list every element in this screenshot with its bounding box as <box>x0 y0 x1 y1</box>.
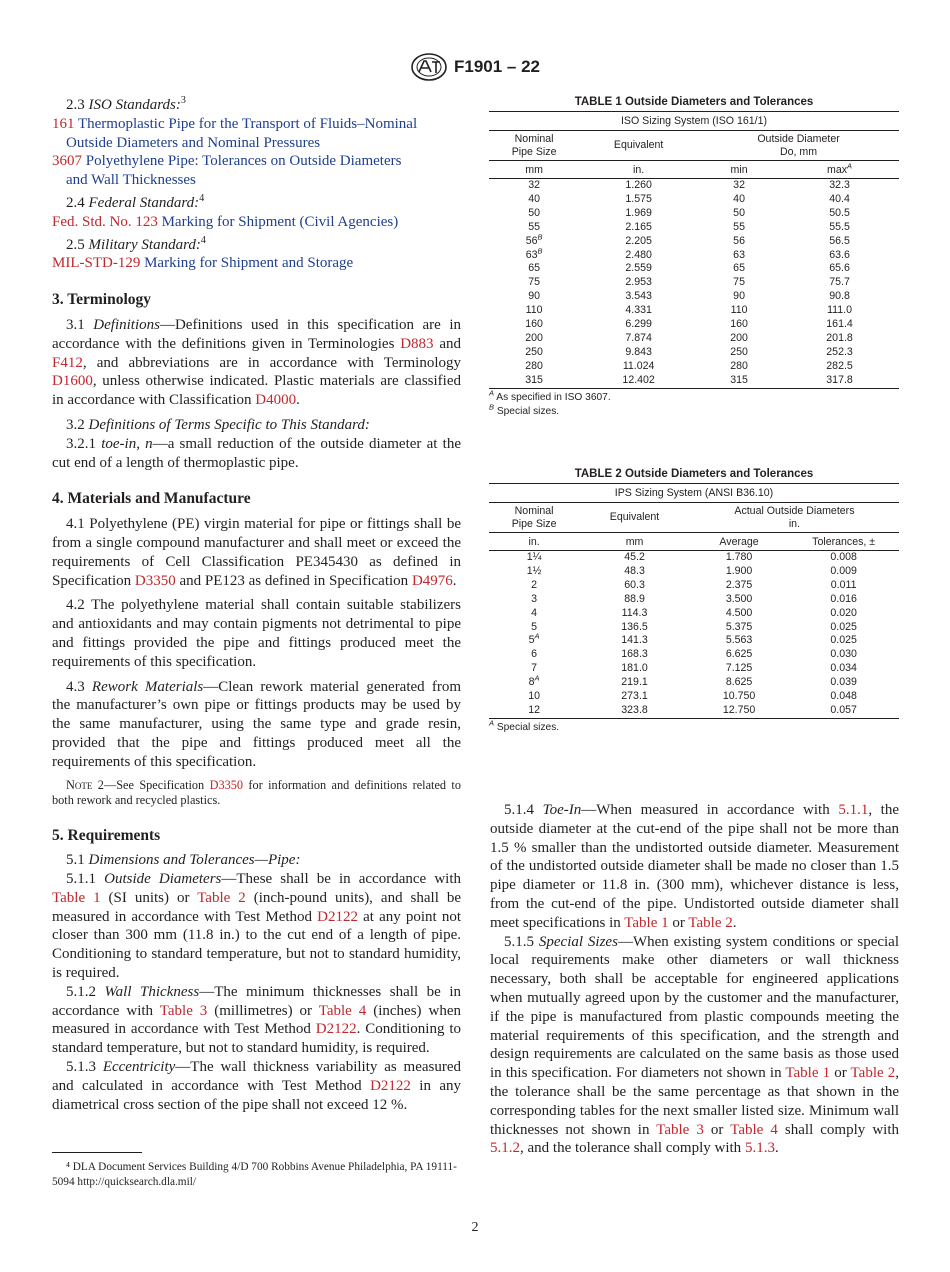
table-row <box>489 565 899 579</box>
cell-average: 1.780 <box>725 551 753 563</box>
cell-equivalent: 1.260 <box>625 179 652 191</box>
link-d4976[interactable]: D4976 <box>411 572 453 589</box>
cell-average: 3.500 <box>725 592 753 605</box>
cell-equivalent: 219.1 <box>621 676 648 689</box>
designation: F1901 – 22 <box>453 57 540 76</box>
cell-equivalent: 7.874 <box>625 331 652 344</box>
link-table-1[interactable]: Table 1 <box>52 889 101 906</box>
table-2-title: TABLE 2 Outside Diameters and Tolerances <box>574 468 814 480</box>
cell-max: 90.8 <box>829 290 850 303</box>
cell-tolerance: 0.025 <box>830 620 857 633</box>
table-2-unit-average: Average <box>690 533 788 551</box>
link-d2122[interactable]: D2122 <box>317 908 359 925</box>
cell-average: 5.563 <box>725 634 753 647</box>
cell-tolerance: 0.057 <box>788 704 899 718</box>
cell-max: 32.3 <box>829 179 850 191</box>
table-row <box>489 634 899 648</box>
link-d2122-c[interactable]: D2122 <box>370 1077 411 1094</box>
cell-nominal: 90 <box>528 290 540 303</box>
cell-max: 63.6 <box>829 248 850 261</box>
table-1-unit-mm: mm <box>489 161 579 179</box>
link-5-1-2[interactable]: 5.1.2 <box>490 1140 520 1157</box>
cell-tolerance: 0.011 <box>830 578 857 591</box>
table-row <box>489 304 899 318</box>
ref-iso-161[interactable]: 161 Thermoplastic Pipe for the Transport of Fluids–Nominal <box>52 115 418 132</box>
cell-min: 110 <box>730 304 748 317</box>
para-5-1: 5.1 Dimensions and Tolerances—Pipe: <box>66 852 301 869</box>
cell-nominal: 65 <box>528 262 540 275</box>
table-2-footnote-a: $^A$ Special sizes. <box>489 718 560 733</box>
table-row <box>489 676 899 690</box>
cell-average: 6.625 <box>725 648 753 661</box>
cell-nominal: $56^B$ <box>525 232 543 247</box>
section-4-heading: 4. Materials and Manufacture <box>52 490 251 508</box>
cell-nominal: 110 <box>525 304 543 317</box>
ref-iso-3607-cont[interactable]: and Wall Thicknesses <box>66 172 196 189</box>
footnote-rule <box>52 1152 142 1153</box>
cell-tolerance: 0.016 <box>830 592 857 605</box>
table-row <box>489 593 899 607</box>
table-row <box>489 249 899 263</box>
link-d3350[interactable]: D3350 <box>134 572 176 589</box>
cell-nominal: 55 <box>528 220 540 233</box>
cell-equivalent: 6.299 <box>625 318 652 331</box>
table-row <box>489 262 899 276</box>
section-2-3: 2.3 ISO Standards:$^3$ <box>66 95 186 113</box>
cell-min: 280 <box>730 359 748 372</box>
cell-equivalent: 2.953 <box>625 276 652 289</box>
astm-logo-icon <box>410 52 448 82</box>
cell-min: 40 <box>733 192 745 205</box>
cell-equivalent: 273.1 <box>621 690 648 703</box>
cell-tolerance: 0.048 <box>830 690 857 703</box>
cell-max: 55.5 <box>829 220 850 233</box>
cell-average: 12.750 <box>690 704 788 718</box>
table-row <box>489 690 899 704</box>
cell-average: 4.500 <box>725 606 753 619</box>
table-1-system: ISO Sizing System (ISO 161/1) <box>489 112 899 131</box>
cell-average: 1.900 <box>725 564 753 577</box>
para-5-1-1: 5.1.1 Outside Diameters—These shall be in accordance with Table 1 (SI units) or Table 2 (inch-pound units), and shall be measured in accordance with Test Method D2122 at any point not closer than 300 mm (11.8 in.) to the cut end of a length of pipe. Conditioning to standard temperature, but not to standard humidity, is required. <box>52 871 461 982</box>
footnote-4: ⁴ DLA Document Services Building 4/D 700 Robbins Avenue Philadelphia, PA 19111-5094 http://quicksearch.dla.mil/ <box>52 1161 457 1188</box>
cell-nominal: 5 <box>531 620 538 633</box>
section-3-heading: 3. Terminology <box>52 291 152 309</box>
cell-min: 250 <box>730 345 748 358</box>
para-4-3: 4.3 Rework Materials—Clean rework material generated from the manufacturer’s own pipe or fittings products may be used by the same manufacturer, using the same type and grade resin, provided that the pipe and fittings produced meet all the requirements of this specification. <box>52 678 461 770</box>
cell-nominal: $63^B$ <box>525 246 543 261</box>
cell-nominal: 6 <box>531 648 538 661</box>
table-row <box>489 648 899 662</box>
cell-equivalent: 2.559 <box>625 262 652 275</box>
cell-equivalent: 2.205 <box>625 234 652 247</box>
table-row <box>489 607 899 621</box>
cell-max: 75.7 <box>829 276 850 289</box>
cell-nominal: 50 <box>528 206 540 219</box>
table-row <box>489 579 899 593</box>
table-2 <box>489 465 899 735</box>
cell-equivalent: 168.3 <box>621 648 648 661</box>
section-2-4: 2.4 Federal Standard:$^4$ <box>66 192 205 211</box>
link-table-1-b[interactable]: Table 1 <box>624 914 669 931</box>
table-2-col-nominal: Nominal Pipe Size <box>489 503 579 533</box>
table-2-col-od: Actual Outside Diameters in. <box>690 503 899 533</box>
cell-equivalent: 114.3 <box>621 606 648 619</box>
cell-equivalent: 181.0 <box>621 662 648 675</box>
para-5-1-2: 5.1.2 Wall Thickness—The minimum thicknesses shall be in accordance with Table 3 (millimetres) or Table 4 (inches) when measured in accordance with Test Method D2122. Conditioning to standard temperature, but not to standard humidity, is required. <box>52 983 462 1057</box>
cell-nominal: 200 <box>525 331 543 344</box>
cell-equivalent: 9.843 <box>625 345 652 358</box>
cell-nominal: 7 <box>531 662 538 675</box>
cell-nominal: 10 <box>528 690 540 703</box>
cell-equivalent: 323.8 <box>579 704 690 718</box>
cell-tolerance: 0.030 <box>830 648 857 661</box>
cell-min: 200 <box>730 331 748 344</box>
cell-min: 90 <box>733 290 745 303</box>
table-2-unit-mm: mm <box>579 533 690 551</box>
table-row <box>489 551 899 565</box>
cell-nominal: $5^A$ <box>528 631 540 647</box>
cell-min: 55 <box>733 220 745 233</box>
page-number: 2 <box>471 1220 479 1235</box>
cell-equivalent: 4.331 <box>625 304 652 317</box>
cell-max: 317.8 <box>780 374 899 388</box>
table-row <box>489 621 899 635</box>
cell-equivalent: 11.024 <box>622 359 655 372</box>
link-table-2-c[interactable]: Table 2 <box>850 1065 896 1082</box>
cell-equivalent: 1.969 <box>625 206 652 219</box>
cell-tolerance: 0.020 <box>830 606 857 619</box>
cell-max: 40.4 <box>829 192 850 205</box>
section-2-5: 2.5 Military Standard:$^4$ <box>66 234 206 253</box>
cell-max: 252.3 <box>826 345 853 358</box>
cell-nominal: 160 <box>525 318 543 331</box>
table-row <box>489 235 899 249</box>
cell-min: 160 <box>730 318 748 331</box>
cell-max: 50.5 <box>829 206 850 219</box>
table-1-unit-in: in. <box>579 161 698 179</box>
link-d883[interactable]: D883 <box>400 335 434 352</box>
cell-equivalent: 3.543 <box>625 290 652 303</box>
cell-nominal: 280 <box>525 359 543 372</box>
cell-tolerance: 0.034 <box>830 662 857 675</box>
para-5-1-5: 5.1.5 Special Sizes—When existing system conditions or special local requirements make other diameters or wall thickness necessary, both shall be acceptable for engineered applications when mutually agreed upon by the customer and the manufacturer, if the pipe is manufactured from plastic compounds meeting the material requirements of this specification, and the strength and design requirements are calculated on the same basis as those used in this specification. For diameters not shown in Table 1 or Table 2, the tolerance shall be the same percentage as that shown in the corresponding tables for the next smaller listed size. Minimum wall thicknesses not shown in Table 3 or Table 4 shall comply with 5.1.2, and the tolerance shall comply with 5.1.3. <box>490 933 899 1157</box>
cell-equivalent: 2.480 <box>625 248 652 261</box>
cell-tolerance: 0.008 <box>830 551 857 563</box>
table-row <box>489 374 899 388</box>
cell-max: 161.4 <box>826 318 853 331</box>
link-d3350-note[interactable]: D3350 <box>209 777 244 792</box>
cell-equivalent: 88.9 <box>624 592 645 605</box>
cell-average: 2.375 <box>725 578 753 591</box>
table-row <box>489 360 899 374</box>
link-table-3[interactable]: Table 3 <box>159 1002 208 1019</box>
referenced-documents <box>52 92 461 273</box>
table-1-footnote-b: $^B$ Special sizes. <box>489 402 560 417</box>
cell-tolerance: 0.039 <box>830 676 857 689</box>
ref-mil-std[interactable]: MIL-STD-129 Marking for Shipment and Storage <box>52 255 354 272</box>
cell-nominal: 40 <box>528 192 540 205</box>
cell-min: 32 <box>733 179 745 191</box>
cell-nominal: 1¼ <box>526 551 542 563</box>
para-3-2: 3.2 Definitions of Terms Specific to This Standard: <box>66 416 370 433</box>
ref-iso-3607[interactable]: 3607 Polyethylene Pipe: Tolerances on Outside Diameters <box>52 153 402 170</box>
cell-equivalent: 45.2 <box>624 551 645 563</box>
cell-max: 111.0 <box>827 304 852 317</box>
para-4-2: 4.2 The polyethylene material shall contain suitable stabilizers and antioxidants and may contain pigments not detrimental to pipe and fittings provided the pipe and fittings produced meet the requirements of this specification. <box>52 597 461 670</box>
link-d2122-b[interactable]: D2122 <box>315 1021 357 1038</box>
link-table-1-c[interactable]: Table 1 <box>785 1065 831 1082</box>
cell-min: 315 <box>698 374 780 388</box>
link-table-4[interactable]: Table 4 <box>318 1002 367 1019</box>
cell-equivalent: 136.5 <box>621 620 648 633</box>
table-1-unit-min: min <box>698 161 780 179</box>
table-row <box>489 221 899 235</box>
cell-tolerance: 0.009 <box>830 564 857 577</box>
cell-equivalent: 141.3 <box>621 634 648 647</box>
link-table-4-b[interactable]: Table 4 <box>730 1121 778 1138</box>
cell-min: 75 <box>733 276 745 289</box>
cell-max: 201.8 <box>826 331 853 344</box>
cell-average: 10.750 <box>722 690 756 703</box>
cell-nominal: 32 <box>528 179 540 191</box>
para-5-1-3: 5.1.3 Eccentricity—The wall thickness variability as measured and calculated in accordance with Test Method D2122 in any diametrical cross section of the pipe shall not exceed 12 %. <box>52 1059 461 1113</box>
table-2-unit-in: in. <box>489 533 579 551</box>
cell-equivalent: 2.165 <box>625 220 652 233</box>
cell-average: 8.625 <box>725 676 753 689</box>
cell-min: 63 <box>733 248 745 261</box>
table-row <box>489 207 899 221</box>
cell-nominal: 12 <box>489 704 579 718</box>
table-row <box>489 704 899 718</box>
left-column <box>52 92 461 1114</box>
cell-min: 50 <box>733 206 745 219</box>
cell-nominal: 75 <box>528 276 540 289</box>
link-table-2[interactable]: Table 2 <box>197 889 246 906</box>
table-row <box>489 332 899 346</box>
link-5-1-1[interactable]: 5.1.1 <box>838 802 869 818</box>
table-row <box>489 290 899 304</box>
para-3-2-1: 3.2.1 toe-in, n—a small reduction of the outside diameter at the cut end of a length of thermoplastic pipe. <box>52 435 461 471</box>
table-1-col-nominal: Nominal Pipe Size <box>489 131 579 161</box>
ref-fed-std[interactable]: Fed. Std. No. 123 Marking for Shipment (Civil Agencies) <box>52 213 399 230</box>
cell-nominal: 3 <box>531 592 538 605</box>
table-2-col-equivalent: Equivalent <box>579 503 690 533</box>
cell-nominal: $8^A$ <box>528 673 540 689</box>
table-1-col-od: Outside Diameter Do, mm <box>698 131 899 161</box>
cell-max: 65.6 <box>829 262 850 275</box>
table-row <box>489 179 899 193</box>
link-table-3-b[interactable]: Table 3 <box>656 1121 704 1138</box>
table-1 <box>489 93 899 419</box>
page-header <box>0 52 950 82</box>
note-2: Note 2—See Specification D3350 for information and definitions related to both rework and recycled plastics. <box>52 777 461 807</box>
cell-tolerance: 0.025 <box>830 634 857 647</box>
cell-equivalent: 12.402 <box>579 374 698 388</box>
cell-min: 56 <box>733 234 745 247</box>
para-4-1: 4.1 Polyethylene (PE) virgin material for pipe or fittings shall be from a single compound manufacturer and shall meet or exceed the requirements of Cell Classification PE345430 as defined in Specification D3350 and PE123 as defined in Specification D4976. <box>52 516 461 589</box>
table-2-system: IPS Sizing System (ANSI B36.10) <box>489 484 899 503</box>
link-d1600[interactable]: D1600 <box>52 373 93 390</box>
section-5-heading: 5. Requirements <box>52 826 161 844</box>
cell-max: 282.5 <box>826 359 853 372</box>
cell-equivalent: 60.3 <box>624 578 645 591</box>
cell-max: 56.5 <box>829 234 850 247</box>
table-row <box>489 346 899 360</box>
cell-equivalent: 48.3 <box>624 564 645 577</box>
table-1-title: TABLE 1 Outside Diameters and Tolerances <box>574 96 814 108</box>
table-row <box>489 276 899 290</box>
para-5-1-4: 5.1.4 Toe-In—When measured in accordance with 5.1.1, the outside diameter at the cut-end of the pipe shall not be more than 1.5 % smaller than the undistorted outside diameter. Measurement of the undistorted outside diameter shall be made no closer than 1.5 pipe diameter or 11.8 in. (300 mm), whichever distance is less, from the cut-end of the pipe. Undistorted outside diameter shall meet specifications in Table 1 or Table 2. <box>490 802 900 931</box>
cell-nominal: 315 <box>489 374 579 388</box>
para-3-1: 3.1 Definitions—Definitions used in this specification are in accordance with the definitions given in Terminologies D883 and F412, and abbreviations are in accordance with Terminology D1600, unless otherwise indicated. Plastic materials are classified in accordance with Classification D4000. <box>52 316 461 409</box>
cell-nominal: 4 <box>531 606 538 619</box>
link-5-1-3[interactable]: 5.1.3 <box>744 1140 775 1157</box>
cell-equivalent: 1.575 <box>625 192 652 205</box>
table-row <box>489 193 899 207</box>
link-f412[interactable]: F412 <box>52 354 83 371</box>
table-1-col-equivalent: Equivalent <box>579 131 698 161</box>
table-row <box>489 318 899 332</box>
table-1-unit-max: $\max^A$ <box>780 161 899 179</box>
table-1-footnote-a: $^A$ As specified in ISO 3607. <box>489 388 611 403</box>
cell-average: 7.125 <box>725 662 753 675</box>
ref-iso-161-cont[interactable]: Outside Diameters and Nominal Pressures <box>66 134 321 151</box>
right-column <box>490 801 899 1158</box>
cell-nominal: 250 <box>525 345 543 358</box>
table-2-unit-tolerances: Tolerances, ± <box>788 533 899 551</box>
link-table-2-b[interactable]: Table 2 <box>688 914 733 931</box>
table-row <box>489 662 899 676</box>
link-d4000[interactable]: D4000 <box>255 392 297 409</box>
cell-average: 5.375 <box>725 620 753 633</box>
cell-nominal: 1½ <box>526 564 542 577</box>
cell-nominal: 2 <box>531 578 538 591</box>
cell-min: 65 <box>733 262 745 275</box>
